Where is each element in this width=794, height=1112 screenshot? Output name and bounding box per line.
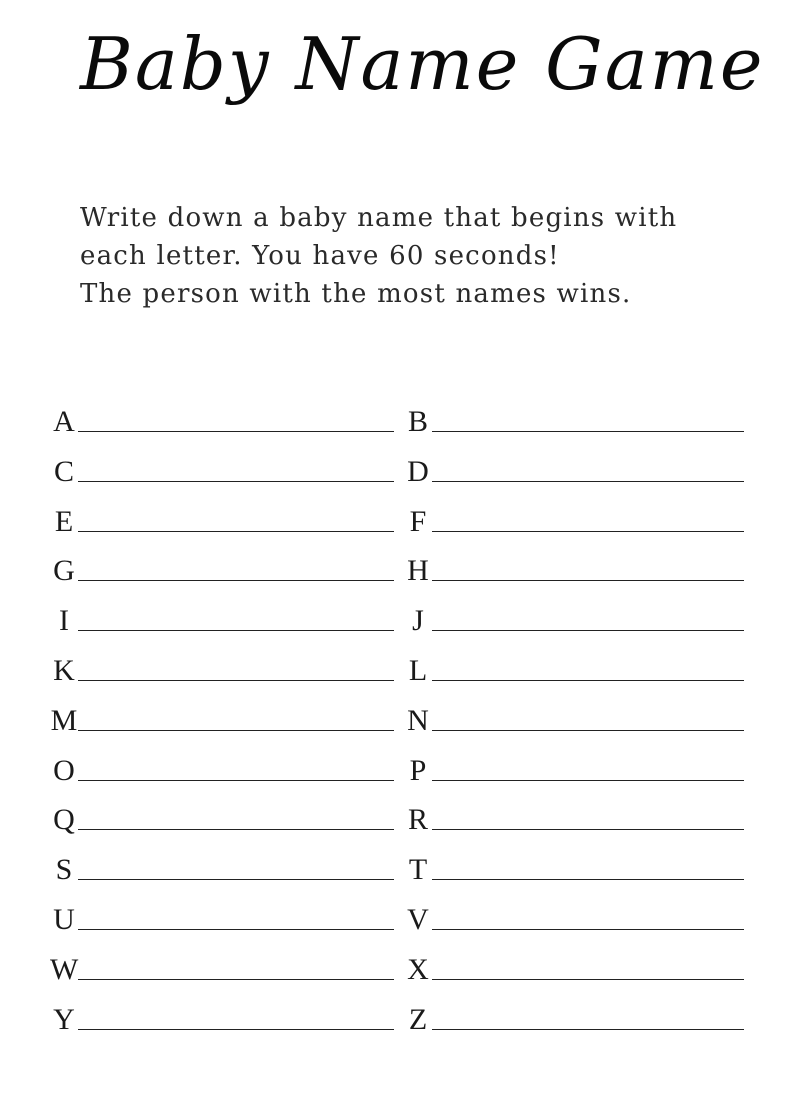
letter-row-g bbox=[50, 546, 394, 586]
letter-row-k bbox=[50, 646, 394, 686]
letter-label: G bbox=[53, 554, 75, 588]
answer-line bbox=[78, 579, 394, 581]
letter-row-p bbox=[404, 746, 744, 786]
letter-label: R bbox=[407, 803, 428, 837]
answer-line bbox=[432, 530, 744, 532]
letter-label: C bbox=[53, 454, 74, 488]
instructions bbox=[80, 199, 740, 313]
letter-row-b bbox=[404, 397, 744, 437]
letter-row-h bbox=[404, 546, 744, 586]
letter-label: E bbox=[54, 504, 74, 538]
letter-row-y bbox=[50, 995, 394, 1035]
instruction-line: Write down a baby name that begins with bbox=[80, 203, 678, 233]
letter-row-c bbox=[50, 447, 394, 487]
answer-line bbox=[432, 629, 744, 631]
answer-line bbox=[432, 978, 744, 980]
letter-row-x bbox=[404, 945, 744, 985]
answer-line bbox=[78, 530, 394, 532]
letter-row-l bbox=[404, 646, 744, 686]
letter-label: T bbox=[408, 853, 428, 887]
letter-row-m bbox=[50, 696, 394, 736]
answer-line bbox=[432, 828, 744, 830]
letter-row-j bbox=[404, 596, 744, 636]
letter-label: V bbox=[407, 903, 429, 936]
letter-label: K bbox=[53, 654, 75, 687]
answer-line bbox=[78, 878, 394, 880]
answer-line bbox=[78, 928, 394, 930]
letter-label: U bbox=[53, 903, 75, 936]
answer-line bbox=[432, 430, 744, 432]
letter-row-u bbox=[50, 895, 394, 935]
letter-label: I bbox=[59, 604, 69, 638]
answer-line bbox=[78, 480, 394, 482]
letter-row-o bbox=[50, 746, 394, 786]
letter-label: Y bbox=[53, 1002, 75, 1036]
letter-row-s bbox=[50, 845, 394, 885]
letter-label: A bbox=[53, 405, 75, 438]
letter-row-f bbox=[404, 497, 744, 537]
answer-line bbox=[78, 779, 394, 781]
letter-label: L bbox=[408, 654, 428, 687]
page-title: Baby Name Game bbox=[80, 22, 765, 106]
letter-label: O bbox=[53, 753, 75, 787]
answer-line bbox=[432, 779, 744, 781]
letter-label: J bbox=[412, 604, 424, 638]
letter-row-d bbox=[404, 447, 744, 487]
letter-label: P bbox=[409, 753, 427, 787]
letter-row-q bbox=[50, 795, 394, 835]
answer-line bbox=[432, 1028, 744, 1030]
answer-line bbox=[432, 729, 744, 731]
letter-label: Q bbox=[53, 803, 75, 837]
letter-row-v bbox=[404, 895, 744, 935]
answer-line bbox=[432, 679, 744, 681]
letter-label: M bbox=[50, 703, 78, 737]
letter-row-a bbox=[50, 397, 394, 437]
answer-line bbox=[432, 579, 744, 581]
letter-label: B bbox=[407, 405, 428, 438]
letter-label: N bbox=[407, 703, 429, 737]
answer-line bbox=[78, 729, 394, 731]
answer-line bbox=[78, 828, 394, 830]
answer-line bbox=[432, 928, 744, 930]
letter-row-i bbox=[50, 596, 394, 636]
letter-row-n bbox=[404, 696, 744, 736]
answer-line bbox=[78, 1028, 394, 1030]
answer-line bbox=[432, 878, 744, 880]
letter-label: Z bbox=[408, 1002, 428, 1036]
letter-row-e bbox=[50, 497, 394, 537]
letter-label: X bbox=[407, 952, 429, 986]
answer-line bbox=[78, 978, 394, 980]
letter-row-r bbox=[404, 795, 744, 835]
letter-label: W bbox=[50, 952, 79, 986]
answer-line bbox=[432, 480, 744, 482]
letter-label: H bbox=[407, 554, 429, 588]
answer-line bbox=[78, 629, 394, 631]
letter-row-w bbox=[50, 945, 394, 985]
instruction-line: The person with the most names wins. bbox=[80, 279, 632, 309]
instruction-line: each letter. You have 60 seconds! bbox=[80, 241, 560, 271]
letter-row-z bbox=[404, 995, 744, 1035]
letter-row-t bbox=[404, 845, 744, 885]
letter-label: D bbox=[407, 454, 429, 488]
letter-label: S bbox=[55, 853, 73, 887]
answer-line bbox=[78, 679, 394, 681]
letter-label: F bbox=[409, 504, 427, 538]
letter-grid bbox=[50, 397, 750, 1047]
answer-line bbox=[78, 430, 394, 432]
